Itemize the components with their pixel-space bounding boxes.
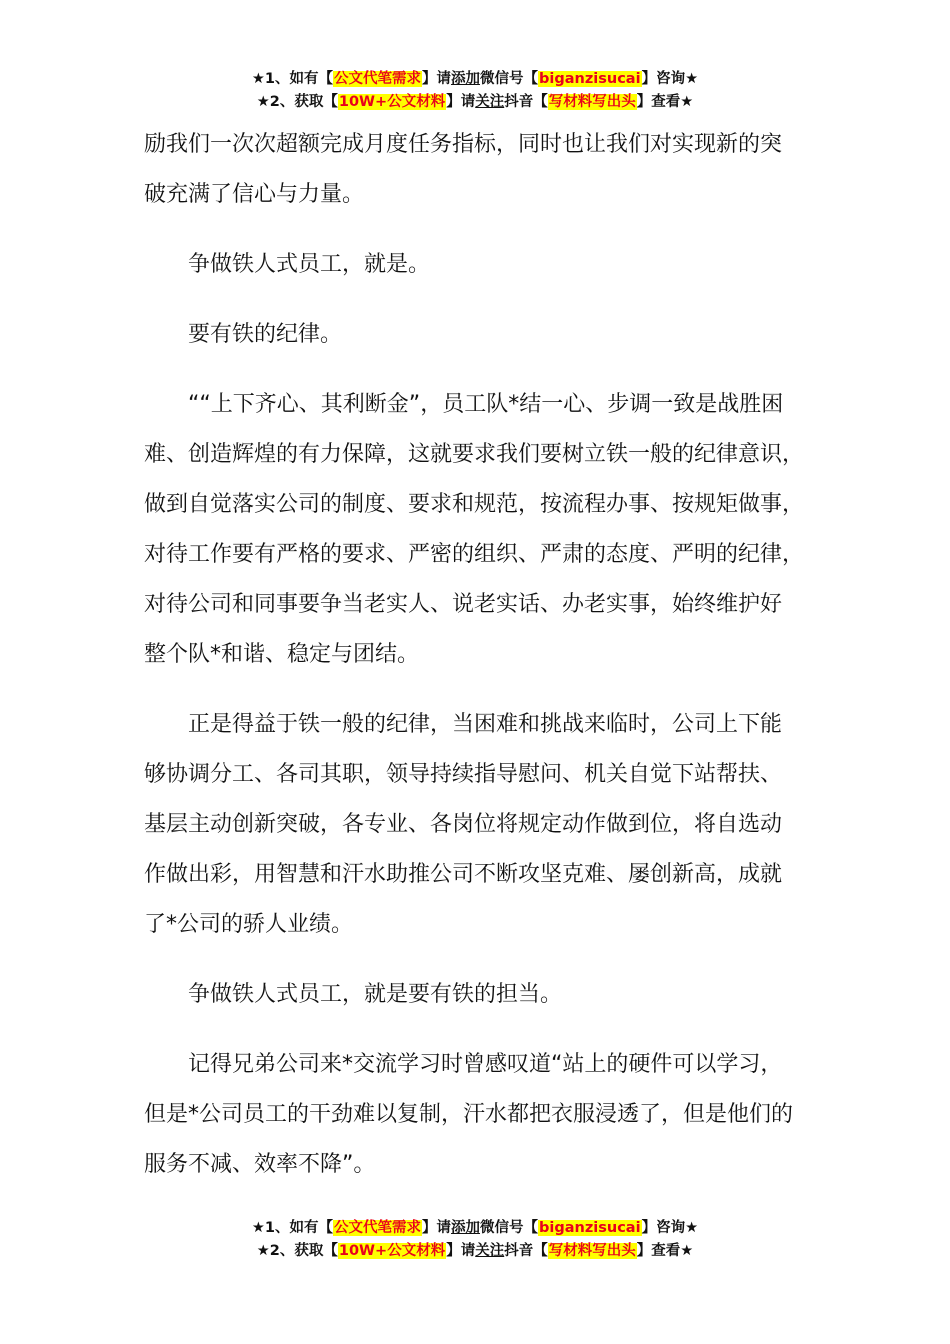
banner-line-2: ★2、获取【10W+公文材料】请关注抖音【写材料写出头】查看★	[256, 1243, 694, 1259]
paragraph-heading-responsibility: 争做铁人式员工，就是要有铁的担当。	[188, 982, 563, 1007]
highlight-service: 公文代笔需求	[334, 1220, 422, 1236]
highlight-wechat-id: biganzisucai	[539, 1220, 641, 1236]
banner-line-1: ★1、如有【公文代笔需求】请添加微信号【biganzisucai】咨询★	[251, 1220, 699, 1236]
highlight-douyin-account: 写材料写出头	[548, 1243, 636, 1259]
paragraph-subheading: 要有铁的纪律。	[188, 322, 343, 347]
paragraph-heading: 争做铁人式员工，就是。	[188, 252, 431, 277]
highlight-materials: 10W+公文材料	[338, 94, 446, 110]
paragraph-discipline: ““上下齐心、其利断金”，员工队*结一心、步调一致是战胜困 难、创造辉煌的有力保障，这就要求我们要树立铁一般的纪律意识， 做到自觉落实公司的制度、要求和规范，按流程办事、按规矩做事， 对待工作要有严格的要求、严密的组织、严肃的态度、严明的纪律， 对待公司和同事要争当老实人、说老实话、办老实事，始终维护好 整个队*和谐、稳定与团结。	[144, 392, 805, 667]
paragraph-anecdote: 记得兄弟公司来*交流学习时曾感叹道“站上的硬件可以学习， 但是*公司员工的干劲难以复制，汗水都把衣服浸透了，但是他们的 服务不减、效率不降”。	[144, 1052, 794, 1177]
highlight-service: 公文代笔需求	[334, 71, 422, 87]
highlight-materials: 10W+公文材料	[338, 1243, 446, 1259]
paragraph-continuation: 励我们一次次超额完成月度任务指标，同时也让我们对实现新的突 破充满了信心与力量。	[144, 132, 783, 207]
banner-line-2: ★2、获取【10W+公文材料】请关注抖音【写材料写出头】查看★	[256, 94, 694, 110]
document-body	[144, 120, 834, 1210]
highlight-wechat-id: biganzisucai	[539, 71, 641, 87]
footer-banner	[0, 1217, 950, 1263]
banner-line-1: ★1、如有【公文代笔需求】请添加微信号【biganzisucai】咨询★	[251, 71, 699, 87]
header-banner	[0, 68, 950, 114]
highlight-douyin-account: 写材料写出头	[548, 94, 636, 110]
paragraph-benefit: 正是得益于铁一般的纪律，当困难和挑战来临时，公司上下能 够协调分工、各司其职，领导持续指导慰问、机关自觉下站帮扶、 基层主动创新突破，各专业、各岗位将规定动作做到位，将自选动 作做出彩，用智慧和汗水助推公司不断攻坚克难、屡创新高，成就 了*公司的骄人业绩。	[144, 712, 783, 937]
